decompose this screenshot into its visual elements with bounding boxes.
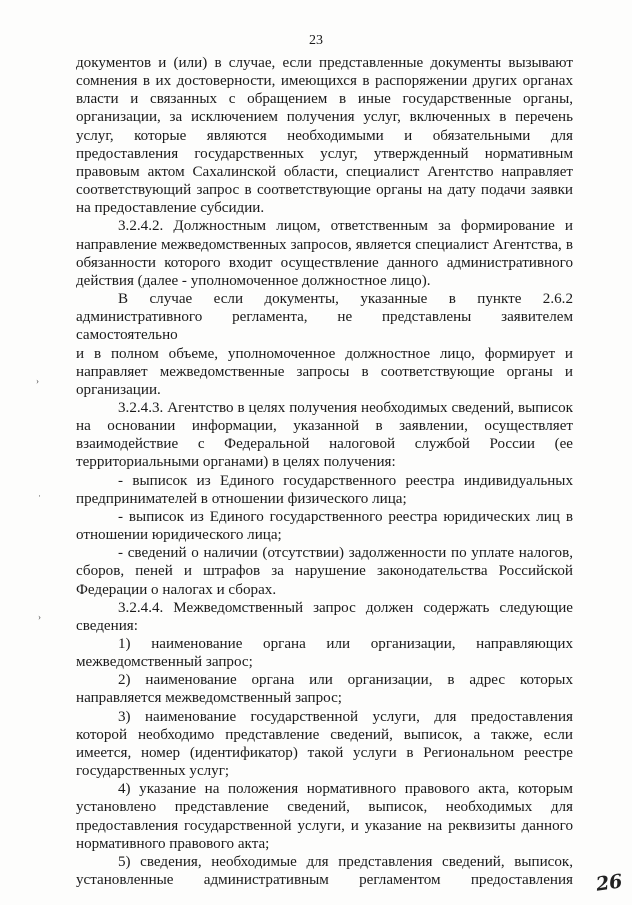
- text-line: 2) наименование органа или организации, в адрес которых: [118, 672, 573, 689]
- text-line: сведения:: [76, 617, 138, 634]
- text-line: государственных услуг;: [76, 763, 230, 780]
- text-line: 3.2.4.2. Должностным лицом, ответственным за формирование и: [118, 218, 573, 235]
- scan-mark: ›: [38, 612, 41, 622]
- text-line: власти и связанных с обращением в иные государственные органы,: [76, 91, 573, 108]
- scan-mark: ·: [38, 491, 41, 501]
- text-line: отношении юридического лица;: [76, 527, 282, 544]
- text-line: взаимодействие с Федеральной налоговой службой России (ее: [76, 436, 573, 453]
- text-line: направляет межведомственные запросы в соответствующие органы и: [76, 363, 573, 380]
- text-line: на основании информации, указанной в заявлении, осуществляет: [76, 418, 573, 435]
- text-line: сомнения в их достоверности, имеющихся в распоряжении других органах: [76, 73, 573, 90]
- text-line: направление межведомственных запросов, является специалист Агентства, в: [76, 236, 573, 253]
- text-line: - выписок из Единого государственного реестра юридических лиц в: [118, 508, 573, 525]
- text-line: 1) наименование органа или организации, направляющих: [118, 636, 573, 652]
- text-line: 3) наименование государственной услуги, для предоставления: [118, 708, 573, 725]
- text-line: документов и (или) в случае, если представленные документы вызывают: [76, 55, 573, 71]
- text-line: - сведений о наличии (отсутствии) задолженности по уплате налогов,: [118, 545, 573, 562]
- text-line: предоставления государственной услуги, и указание на реквизиты данного: [76, 817, 573, 834]
- text-line: 5) сведения, необходимые для представления сведений, выписок,: [118, 853, 573, 870]
- text-line: нормативного правового акта;: [76, 835, 270, 852]
- text-line: предоставления государственных услуг, утвержденный нормативным: [76, 145, 573, 162]
- text-line: территориальными органами) в целях получения:: [76, 454, 396, 471]
- text-line: обязанности которого входит осуществление данного административного: [76, 254, 573, 271]
- text-line: установленные административным регламентом предоставления: [76, 872, 573, 889]
- text-line: административного регламента, не представлены заявителем самостоятельно: [76, 309, 573, 344]
- document-body: [76, 54, 573, 889]
- text-line: В случае если документы, указанные в пункте 2.6.2: [118, 291, 573, 308]
- text-line: соответствующий запрос в соответствующие органы на дату подачи заявки: [76, 182, 573, 199]
- text-line: - выписок из Единого государственного реестра индивидуальных: [118, 472, 573, 489]
- text-line: организации, за исключением получения услуг, включенных в перечень: [76, 109, 573, 126]
- text-line: 3.2.4.4. Межведомственный запрос должен содержать следующие: [118, 599, 573, 616]
- text-line: 3.2.4.3. Агентство в целях получения необходимых сведений, выписок: [118, 399, 573, 416]
- text-line: и в полном объеме, уполномоченное должностное лицо, формирует и: [76, 345, 573, 362]
- text-line: правовым актом Сахалинской области, специалист Агентство направляет: [76, 163, 573, 180]
- page-number: 23: [309, 33, 323, 48]
- text-line: которой необходимо представление сведений, выписок, а также, если: [76, 726, 573, 743]
- text-line: услуг, которые являются необходимыми и обязательными для: [76, 127, 573, 144]
- text-line: 4) указание на положения нормативного правового акта, которым: [118, 781, 573, 798]
- text-line: действия (далее - уполномоченное должностное лицо).: [76, 272, 431, 289]
- text-line: на предоставление субсидии.: [76, 200, 265, 217]
- text-line: межведомственный запрос;: [76, 654, 253, 671]
- text-line: организации.: [76, 381, 161, 398]
- text-line: имеется, номер (идентификатор) такой услуги в Региональном реестре: [76, 744, 573, 761]
- text-line: Федерации о налогах и сборах.: [76, 581, 277, 598]
- text-line: сборов, пеней и штрафов за нарушение законодательства Российской: [76, 563, 573, 580]
- handwritten-page-note: 26: [594, 870, 624, 896]
- text-line: направляется межведомственный запрос;: [76, 690, 342, 707]
- scan-mark: ›: [36, 376, 39, 386]
- text-line: предпринимателей в отношении физического лица;: [76, 490, 407, 507]
- text-line: установлено представление сведений, выписок, необходимых для: [76, 799, 573, 816]
